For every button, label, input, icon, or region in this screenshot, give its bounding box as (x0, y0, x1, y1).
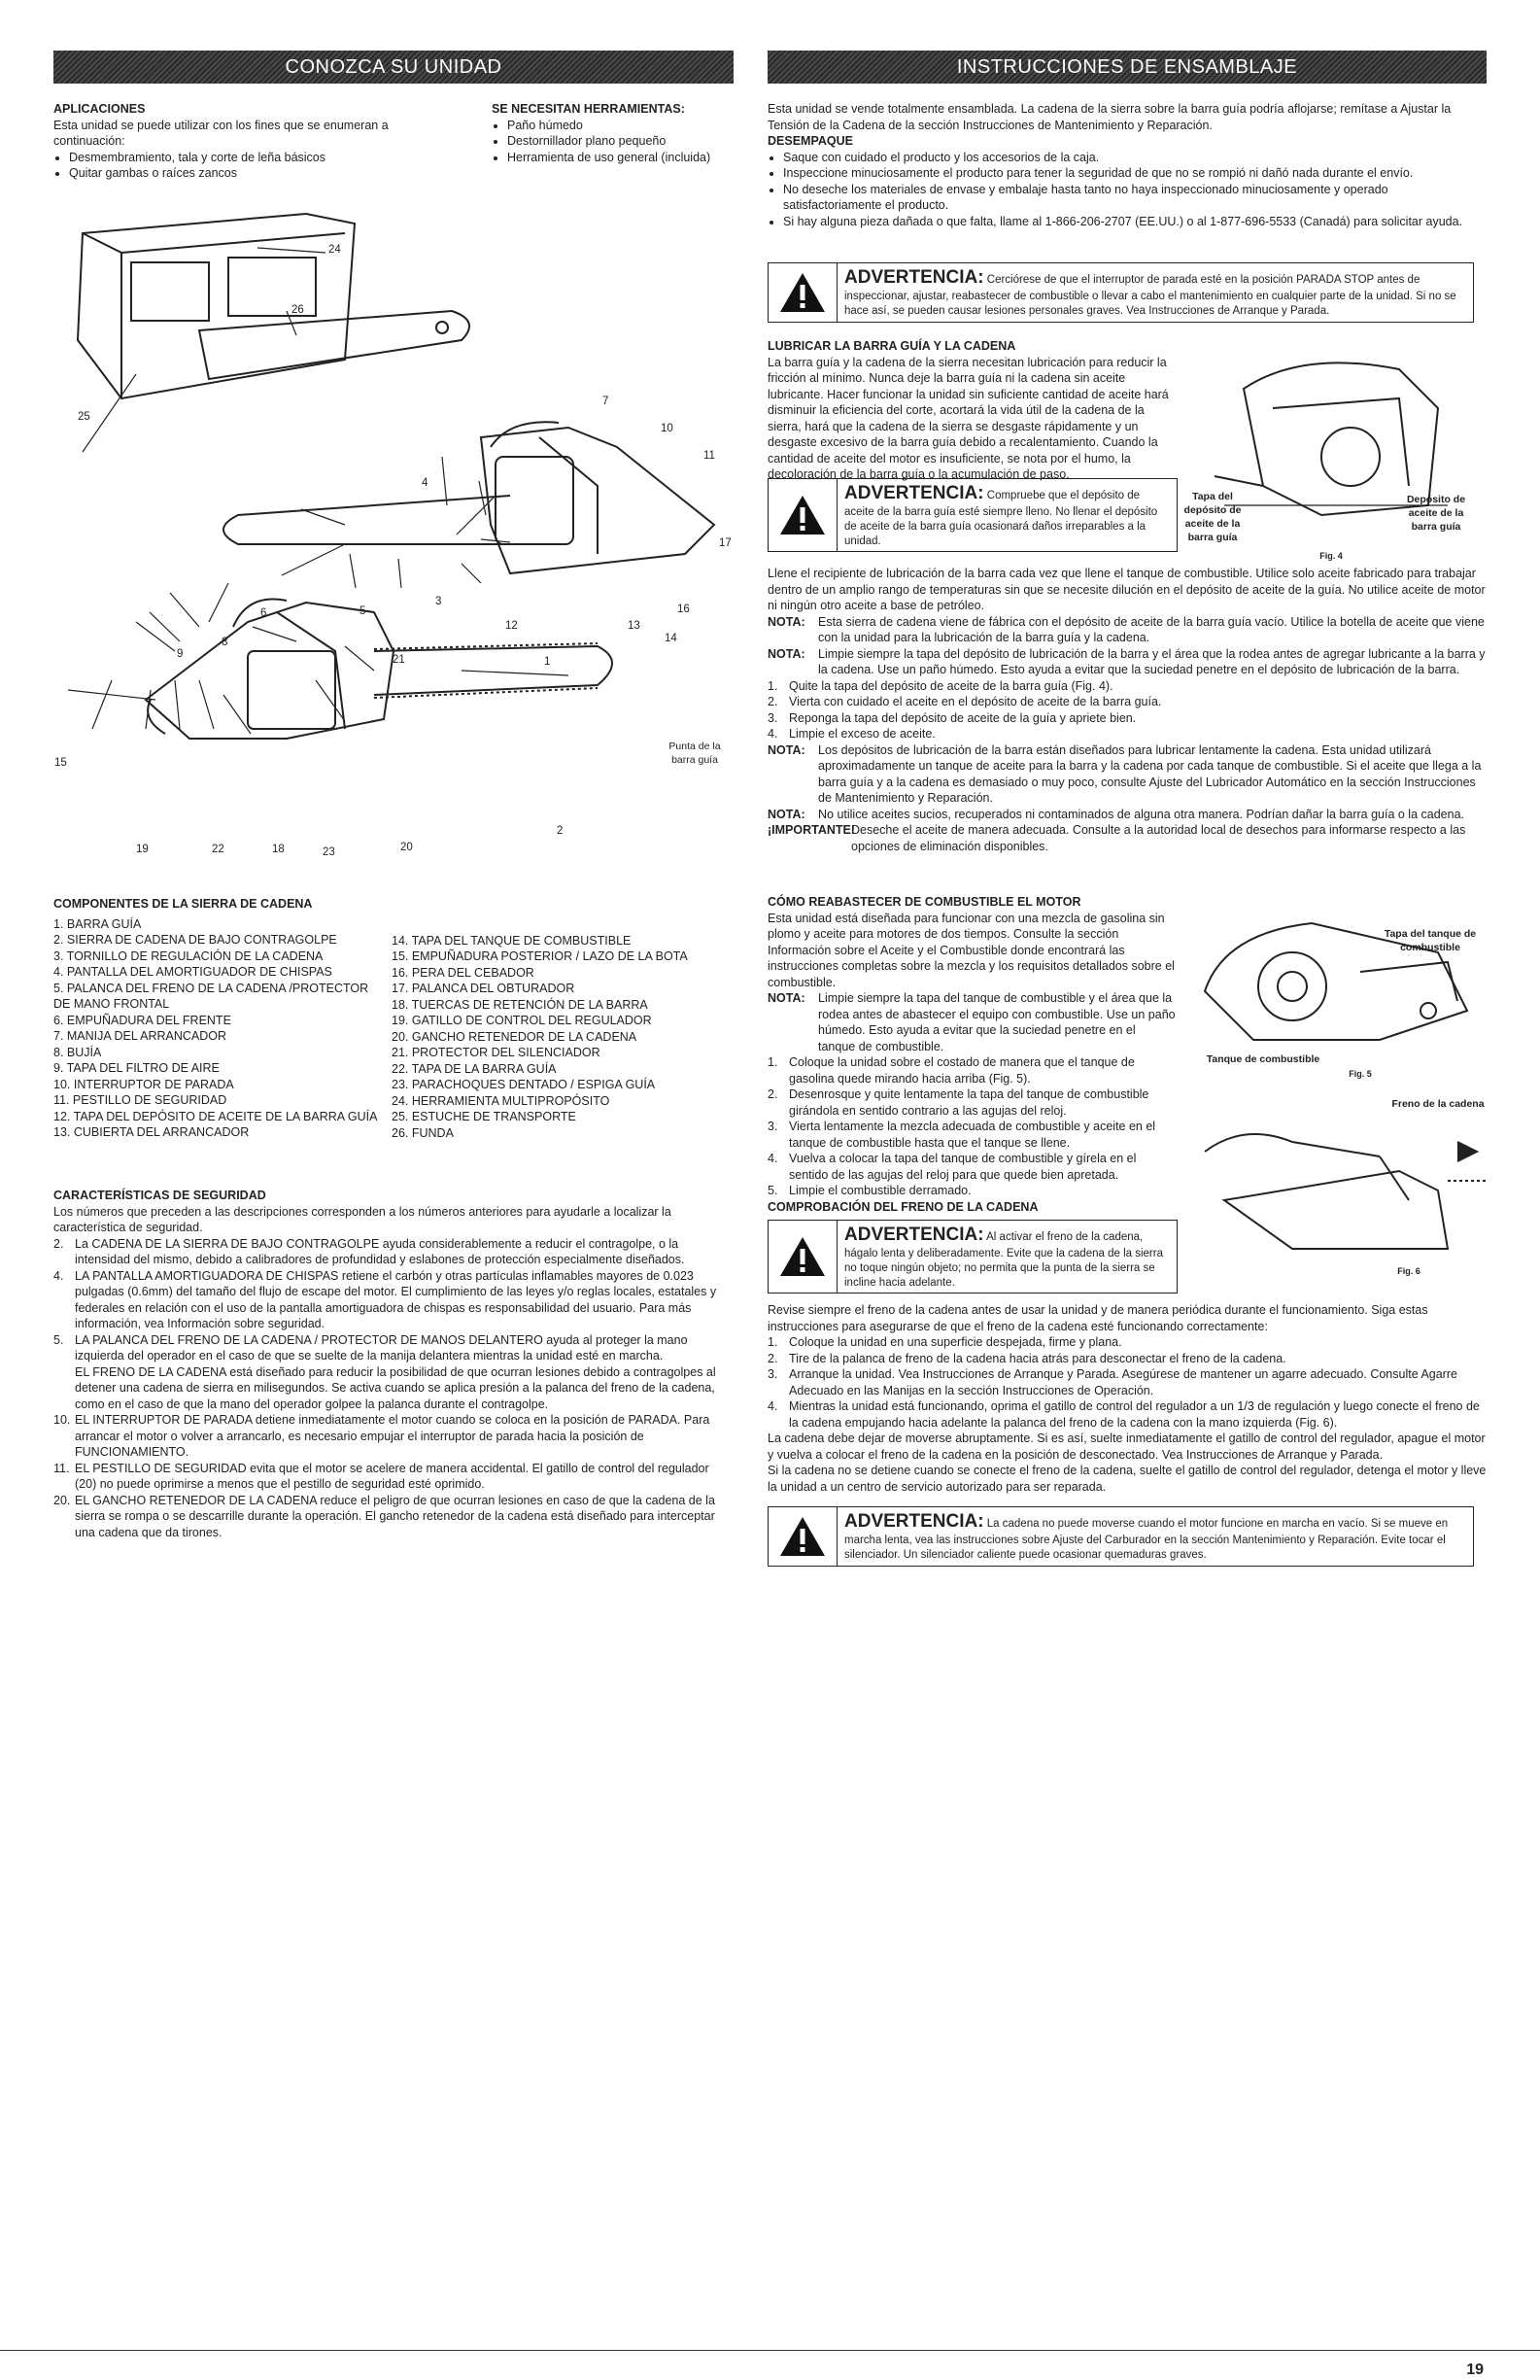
componente-item: 15. EMPUÑADURA POSTERIOR / LAZO DE LA BOTA (392, 949, 688, 963)
warning-body: Compruebe que el depósito de aceite de la barra guía esté siempre lleno. No llenar el depósito de aceite de la barra guía ocasionará daños irreparables a la unidad. (844, 490, 1158, 547)
componentes-title: COMPONENTES DE LA SIERRA DE CADENA (53, 897, 313, 911)
freno-text2: La cadena debe dejar de moverse abruptamente. Si es así, suelte inmediatamente el gatillo de control del regulador, apague el motor y vuelva a colocar el freno de la cadena en la posición de desconectado. Vea Instrucciones de Arranque y Parada. (768, 1431, 1486, 1462)
callout-16: 16 (677, 604, 690, 615)
componente-item: 12. TAPA DEL DEPÓSITO DE ACEITE DE LA BARRA GUÍA (53, 1109, 378, 1123)
warning-body: Al activar el freno de la cadena, hágalo lenta y deliberadamente. Evite que la cadena de la sierra no toque ningún objeto; no permita que la punta de la sierra se incline hacia adelante. (844, 1231, 1163, 1289)
callout-23: 23 (323, 846, 335, 858)
chainsaw-illustration (53, 194, 734, 894)
paso-lubricar: 1. Quite la tapa del depósito de aceite de la barra guía (Fig. 4). (768, 678, 1113, 693)
paso-lubricar: 4. Limpie el exceso de aceite. (768, 727, 936, 741)
desempaque-title: DESEMPAQUE (768, 134, 853, 148)
componentes-col2 (392, 933, 722, 1142)
warning-body: Cerciórese de que el interruptor de parada esté en la posición PARADA STOP antes de inspeccionar, ajustar, reabastecer de combustible o llevar a cabo el mantenimiento en cualquier parte de la unidad. Si no se hace así, se pueden causar lesiones personales graves. Vea Instrucciones de Arranque y Parada. (844, 274, 1456, 318)
componente-item: 6. EMPUÑADURA DEL FRENTE (53, 1013, 231, 1027)
llene-text: Llene el recipiente de lubricación de la barra cada vez que llene el tanque de combustible. Utilice solo aceite fabricado para trabajar dentro de un amplio rango de temperaturas sin que se necesite dilución en el depósito de aceite de la guía. No utilice aceite de motor ni ningún otro aceite a base de petróleo. (768, 567, 1486, 612)
warning-triangle-icon (778, 1515, 827, 1558)
warning-box-stop (768, 262, 1474, 323)
componentes-section (53, 896, 734, 1141)
footer-rule (0, 2350, 1540, 2351)
seguridad-item: EL FRENO DE LA CADENA está diseñado para reducir la posibilidad de que ocurran lesiones debido a contragolpes al detener una cadena de sierra en milisegundos. Se activa cuando se aplica presión a la palanca del freno de la cadena, como en el caso de que la mano del operador golpee la palanca durante el contragolpe. (75, 1364, 716, 1411)
fig5-illustration (1185, 904, 1487, 1050)
fig6-caption: Fig. 6 (1397, 1266, 1420, 1276)
callout-26: 26 (291, 304, 304, 316)
componente-item: 2. SIERRA DE CADENA DE BAJO CONTRAGOLPE (53, 933, 337, 947)
paso-lubricar: 3. Reponga la tapa del depósito de aceite de la guía y apriete bien. (768, 710, 1137, 725)
reabastecer-text: Esta unidad está diseñada para funcionar con una mezcla de gasolina sin plomo y aceite para motores de dos tiempos. Consulte la sección Información sobre el Aceite y el Combustible donde encontrará las instrucciones completas sobre la mezcla y los requisitos detallados sobre el combustible. (768, 911, 1175, 989)
seguridad-title: CARACTERÍSTICAS DE SEGURIDAD (53, 1189, 266, 1202)
componente-item: 24. HERRAMIENTA MULTIPROPÓSITO (392, 1093, 610, 1108)
fig6-label-freno: Freno de la cadena (1391, 1098, 1485, 1110)
paso-reabastecer: 4. Vuelva a colocar la tapa del tanque de combustible y gírela en el sentido de las agujas del reloj para que quede bien apretada. (768, 1152, 1137, 1182)
reabastecer-nota: NOTA: Limpie siempre la tapa del tanque de combustible y el área que la rodea antes de abastecer el equipo con combustible. Use un paño húmedo. Esto ayuda a evitar que la suciedad penetre en el tanque de combustible. (768, 991, 1176, 1053)
nota-3: NOTA: Los depósitos de lubricación de la barra están diseñados para lubricar lentamente la cadena. Esta unidad utilizará aproximadamente un tanque de aceite para la barra y la cadena por cada tanque de combustible. Si el aceite que llega a la barra guía y a la cadena es demasiado o muy poco, consulte Ajuste del Lubricador Automático en la sección Instrucciones de Mantenimiento y Reparación. (768, 742, 1482, 805)
callout-14: 14 (665, 633, 677, 644)
warning-heading: ADVERTENCIA: (844, 1224, 984, 1245)
warning-box-silenciador (768, 1506, 1474, 1567)
callout-21: 21 (393, 654, 405, 666)
herramientas-item: • Paño húmedo (507, 118, 735, 134)
callout-3: 3 (435, 596, 442, 607)
lubricar-section (768, 338, 1176, 483)
componente-item: 26. FUNDA (392, 1125, 454, 1140)
componente-item: 10. INTERRUPTOR DE PARADA (53, 1077, 234, 1091)
seguridad-section (53, 1188, 724, 1540)
componente-item: 1. BARRA GUÍA (53, 916, 142, 931)
componente-item: 5. PALANCA DEL FRENO DE LA CADENA /PROTECTOR DE MANO FRONTAL (53, 981, 369, 1011)
callout-13: 13 (628, 620, 640, 632)
herramientas-title: SE NECESITAN HERRAMIENTAS: (492, 102, 685, 116)
seguridad-item: 20. EL GANCHO RETENEDOR DE LA CADENA reduce el peligro de que ocurran lesiones en caso de que la cadena de la sierra se rompa o se descarrille durante la operación. El gancho retenedor de la cadena está diseñado para interceptar una cadena que da tirones. (53, 1493, 715, 1539)
paso-reabastecer: 5. Limpie el combustible derramado. (768, 1184, 972, 1197)
componentes-col1 (53, 916, 384, 1142)
callout-5: 5 (359, 605, 366, 617)
fig4-label-deposito: Depósito de aceite de la barra guía (1406, 494, 1466, 533)
left-banner: CONOZCA SU UNIDAD (53, 51, 734, 84)
nota-4: NOTA: No utilice aceites sucios, recuperados ni contaminados de alguna otra manera. Podrían dañar la barra guía o la cadena. (768, 807, 1464, 821)
callout-1: 1 (544, 656, 551, 668)
warning-heading: ADVERTENCIA: (844, 483, 984, 503)
fig4-label-tapa: Tapa del depósito de aceite de la barra guía (1183, 491, 1242, 543)
fig5-label-tanque: Tanque de combustible (1206, 1053, 1320, 1065)
seguridad-intro: Los números que preceden a las descripciones corresponden a los números anteriores para ayudarle a localizar la característica de seguridad. (53, 1204, 671, 1234)
componente-item: 9. TAPA DEL FILTRO DE AIRE (53, 1061, 220, 1075)
right-banner: INSTRUCCIONES DE ENSAMBLAJE (768, 51, 1487, 84)
freno-title: COMPROBACIÓN DEL FRENO DE LA CADENA (768, 1199, 1039, 1214)
freno-body (768, 1302, 1487, 1495)
punta-label: Punta de la barra guía (668, 741, 721, 766)
seguridad-item: 11. EL PESTILLO DE SEGURIDAD evita que el motor se acelere de manera accidental. El gatillo de control del regulador (20) no puede oprimirse a menos que el pestillo de seguridad esté oprimido. (53, 1461, 709, 1491)
callout-15: 15 (54, 757, 67, 769)
freno-text3: Si la cadena no se detiene cuando se conecte el freno de la cadena, suelte el gatillo de control del regulador, detenga el motor y lleve la unidad a un centro de servicio autorizado para ser reparada. (768, 1464, 1487, 1494)
aplicaciones-section (53, 101, 442, 182)
componente-item: 21. PROTECTOR DEL SILENCIADOR (392, 1046, 600, 1059)
callout-8: 8 (222, 637, 228, 648)
componente-item: 3. TORNILLO DE REGULACIÓN DE LA CADENA (53, 949, 324, 963)
paso-lubricar: 2. Vierta con cuidado el aceite en el depósito de aceite de la barra guía. (768, 695, 1162, 708)
componente-item: 4. PANTALLA DEL AMORTIGUADOR DE CHISPAS (53, 965, 332, 979)
aplicaciones-intro: Esta unidad se puede utilizar con los fines que se enumeran a continuación: (53, 118, 389, 148)
paso-reabastecer: 1. Coloque la unidad sobre el costado de manera que el tanque de gasolina quede mirando hacia arriba (Fig. 5). (768, 1055, 1135, 1086)
warning-triangle-icon (778, 494, 827, 536)
herramientas-item: • Herramienta de uso general (incluida) (507, 150, 735, 166)
callout-22: 22 (212, 844, 224, 855)
herramientas-section (492, 101, 735, 165)
right-top (768, 101, 1487, 229)
aplicaciones-item: • Quitar gambas o raíces zancos (69, 165, 442, 182)
seguridad-item: 10. EL INTERRUPTOR DE PARADA detiene inmediatamente el motor cuando se coloca en la posición de PARADA. Para arrancar el motor o volver a arrancarlo, es necesario empujar el interruptor de parada hacia la posición de FUNCIONAMIENTO. (53, 1413, 710, 1459)
warning-body: La cadena no puede moverse cuando el motor funcione en marcha en vacío. Si se mueve en marcha lenta, vea las instrucciones sobre Ajuste del Carburador en la sección Mantenimiento y Reparación. Evite tocar el silenciador. Un silenciador caliente puede ocasionar quemaduras graves. (844, 1518, 1449, 1562)
desempaque-item: • Saque con cuidado el producto y los accesorios de la caja. (783, 150, 1487, 166)
warning-heading: ADVERTENCIA: (844, 267, 984, 288)
componente-item: 20. GANCHO RETENEDOR DE LA CADENA (392, 1029, 637, 1044)
componente-item: 11. PESTILLO DE SEGURIDAD (53, 1093, 227, 1107)
componente-item: 14. TAPA DEL TANQUE DE COMBUSTIBLE (392, 933, 632, 948)
paso-freno: 3. Arranque la unidad. Vea Instrucciones de Arranque y Parada. Asegúrese de mantener un agarre adecuado. Consulte Agarre Adecuado en las Manijas en la sección Instrucciones de Operación. (768, 1367, 1457, 1397)
fig5-label-tapa: Tapa del tanque de combustible (1384, 928, 1477, 953)
paso-reabastecer: 3. Vierta lentamente la mezcla adecuada de combustible y aceite en el tanque de combustible hasta que el tanque se llene. (768, 1120, 1156, 1150)
fig5-caption: Fig. 5 (1349, 1069, 1372, 1079)
nota-1: NOTA: Esta sierra de cadena viene de fábrica con el depósito de aceite de la barra guía vacío. Utilice la botella de aceite que viene con la unidad para la lubricación de la barra guía y la cadena. (768, 614, 1485, 644)
warning-triangle-icon (778, 1235, 827, 1278)
componente-item: 22. TAPA DE LA BARRA GUÍA (392, 1061, 557, 1076)
herramientas-item: • Destornillador plano pequeño (507, 133, 735, 150)
page-number: 19 (1466, 2362, 1484, 2378)
componente-item: 13. CUBIERTA DEL ARRANCADOR (53, 1125, 250, 1139)
desempaque-item: • No deseche los materiales de envase y embalaje hasta tanto no haya inspeccionado minuciosamente y operado satisfactoriamente el producto. (783, 182, 1487, 214)
aplicaciones-item: • Desmembramiento, tala y corte de leña básicos (69, 150, 442, 166)
callout-25: 25 (78, 411, 90, 423)
componente-item: 18. TUERCAS DE RETENCIÓN DE LA BARRA (392, 997, 648, 1012)
callout-9: 9 (177, 648, 184, 660)
callout-4: 4 (422, 477, 428, 489)
callout-17: 17 (719, 537, 732, 549)
callout-20: 20 (400, 842, 413, 853)
callout-10: 10 (661, 423, 673, 434)
lubricar-title: LUBRICAR LA BARRA GUÍA Y LA CADENA (768, 339, 1016, 353)
callout-24: 24 (328, 244, 341, 256)
lubricacion-body (768, 566, 1487, 854)
callout-11: 11 (703, 450, 715, 462)
componente-item: 8. BUJÍA (53, 1045, 102, 1059)
componente-item: 23. PARACHOQUES DENTADO / ESPIGA GUÍA (392, 1078, 656, 1091)
callout-2: 2 (557, 825, 564, 837)
seguridad-item: 5. LA PALANCA DEL FRENO DE LA CADENA / PROTECTOR DE MANOS DELANTERO ayuda al proteger la mano izquierda del operador en el caso de que se suelte de la manija delantera mientras la unidad esté en marcha. (53, 1332, 688, 1362)
warning-heading: ADVERTENCIA: (844, 1511, 984, 1532)
componente-item: 7. MANIJA DEL ARRANCADOR (53, 1029, 227, 1043)
fig6-illustration (1185, 1113, 1487, 1268)
callout-19: 19 (136, 844, 149, 855)
nota-2: NOTA: Limpie siempre la tapa del depósito de lubricación de la barra y el área que la rodea antes de agregar lubricante a la barra y la cadena. Use un paño húmedo. Esto ayuda a evitar que la suciedad penetre en el depósito de lubricación de la barra. (768, 646, 1486, 676)
componente-item: 16. PERA DEL CEBADOR (392, 965, 534, 980)
paso-freno: 1. Coloque la unidad en una superficie despejada, firme y plana. (768, 1335, 1122, 1349)
fig4-caption: Fig. 4 (1319, 551, 1343, 561)
paso-reabastecer: 2. Desenrosque y quite lentamente la tapa del tanque de combustible girándola en sentido contrario a las agujas del reloj. (768, 1087, 1149, 1118)
importante-note: ¡IMPORTANTE! Deseche el aceite de manera adecuada. Consulte a la autoridad local de desechos para informarse respecto a las opciones de eliminación disponibles. (768, 823, 1466, 853)
freno-text: Revise siempre el freno de la cadena antes de usar la unidad y de manera periódica durante el funcionamiento. Siga estas instrucciones para asegurarse de que el freno de la cadena esté funcionando correctamente: (768, 1303, 1428, 1333)
callout-6: 6 (260, 607, 267, 619)
warning-triangle-icon (778, 271, 827, 314)
seguridad-item: 2. La CADENA DE LA SIERRA DE BAJO CONTRAGOLPE ayuda considerablemente a reducir el contragolpe, o la intensidad del mismo, debido a calibradores de profundidad y eslabones de protección especialmente diseñados. (53, 1236, 685, 1266)
componente-item: 19. GATILLO DE CONTROL DEL REGULADOR (392, 1014, 652, 1027)
lubricar-text: La barra guía y la cadena de la sierra necesitan lubricación para reducir la fricción al mínimo. Nunca deje la barra guía ni la cadena sin aceite lubricante. Hacer funcionar la unidad sin suficiente cantidad de aceite hará disminuir la eficiencia del corte, acortará la vida útil de la cadena de la sierra, hará que la cadena de la sierra se desgaste rápidamente y un desgaste excesivo de la barra guía debido a recalentamiento. Cuando la cantidad de aceite del motor es insuficiente, se nota por el humo, la decoloración de la barra guía o la acumulación de paso. (768, 355, 1169, 481)
ensamblaje-intro: Esta unidad se vende totalmente ensamblada. La cadena de la sierra sobre la barra guía podría aflojarse; remítase a Ajustar la Tensión de la Cadena de la sección Instrucciones de Mantenimiento y Reparación. (768, 102, 1452, 132)
componente-item: 25. ESTUCHE DE TRANSPORTE (392, 1110, 576, 1123)
desempaque-item: • Inspeccione minuciosamente el producto para tener la seguridad de que no se rompió ni dañó nada durante el envío. (783, 165, 1487, 182)
warning-box-freno (768, 1220, 1178, 1293)
paso-freno: 2. Tire de la palanca de freno de la cadena hacia atrás para desconectar el freno de la cadena. (768, 1351, 1286, 1365)
callout-12: 12 (505, 620, 518, 632)
callout-18: 18 (272, 844, 285, 855)
seguridad-item: 4. LA PANTALLA AMORTIGUADORA DE CHISPAS retiene el carbón y otras partículas inflamables mayores de 0.023 pulgadas (0.6mm) del tamaño del flujo de escape del motor. El cumplimiento de las leyes y/o reglas locales, estatales y federales en relación con el uso de la pantalla amortiguadora de chispas es responsabilidad del usuario. Para más información, vea Información sobre seguridad. (53, 1268, 717, 1330)
componente-item: 17. PALANCA DEL OBTURADOR (392, 982, 575, 995)
paso-freno: 4. Mientras la unidad está funcionando, oprima el gatillo de control del regulador a un 1/3 de regulación y luego conecte el freno de la cadena empujando hacia adelante la palanca del freno de la cadena con la mano izquierda (Fig. 6). (768, 1399, 1480, 1430)
desempaque-item: • Si hay alguna pieza dañada o que falta, llame al 1-866-206-2707 (EE.UU.) o al 1-877-696-5533 (Canadá) para solicitar ayuda. (783, 214, 1487, 230)
warning-box-deposito (768, 478, 1178, 552)
reabastecer-section (768, 894, 1176, 1215)
callout-7: 7 (602, 396, 609, 407)
reabastecer-title: CÓMO REABASTECER DE COMBUSTIBLE EL MOTOR (768, 895, 1081, 909)
aplicaciones-title: APLICACIONES (53, 102, 146, 116)
